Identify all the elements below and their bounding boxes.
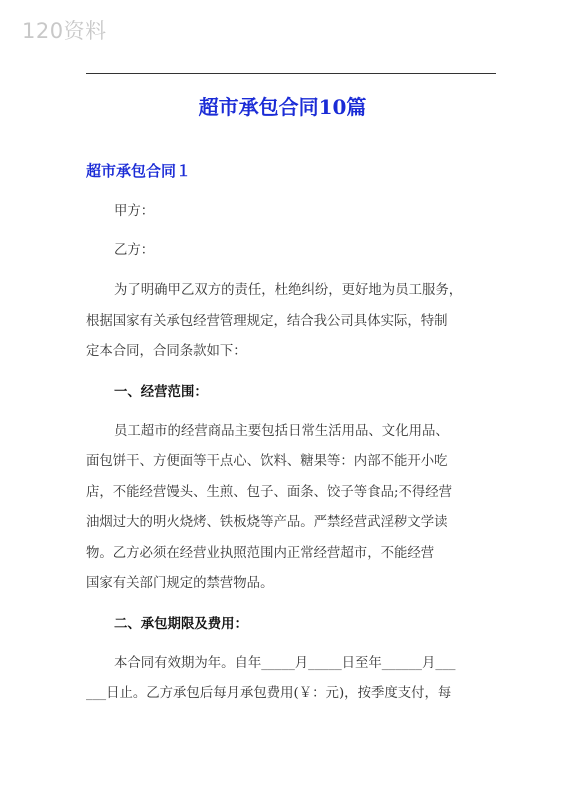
intro-line: 为了明确甲乙双方的责任，杜绝纠纷，更好地为员工服务，	[114, 283, 463, 298]
party-b-line: 乙方：	[114, 243, 155, 258]
document-title: 超市承包合同10篇	[198, 95, 367, 119]
scope-line: 面包饼干、方便面等干点心、饮料、糖果等：内部不能开小吃	[86, 454, 448, 469]
term-line: 本合同有效期为年。自年_____月_____日至年______月___	[114, 656, 456, 671]
intro-line: 根据国家有关承包经营管理规定，结合我公司具体实际，特制	[86, 314, 448, 329]
term-line: ___日止。乙方承包后每月承包费用(￥：元)，按季度支付，每	[86, 686, 452, 701]
scope-line: 店，不能经营馒头、生煎、包子、面条、饺子等食品;不得经营	[86, 485, 453, 500]
scope-line: 员工超市的经营商品主要包括日常生活用品、文化用品、	[114, 424, 449, 439]
intro-line: 定本合同，合同条款如下：	[86, 344, 247, 359]
heading-term: 二、承包期限及费用：	[114, 616, 248, 632]
heading-scope: 一、经营范围：	[114, 384, 208, 400]
watermark: 120资料	[22, 19, 107, 43]
section-title: 超市承包合同１	[86, 162, 192, 180]
party-a-line: 甲方：	[114, 204, 155, 219]
header-rule	[86, 73, 496, 74]
scope-line: 物。乙方必须在经营业执照范围内正常经营超市，不能经营	[86, 546, 435, 561]
scope-line: 国家有关部门规定的禁营物品。	[86, 576, 274, 591]
scope-line: 油烟过大的明火烧烤、铁板烧等产品。严禁经营武淫秽文学读	[86, 515, 448, 530]
